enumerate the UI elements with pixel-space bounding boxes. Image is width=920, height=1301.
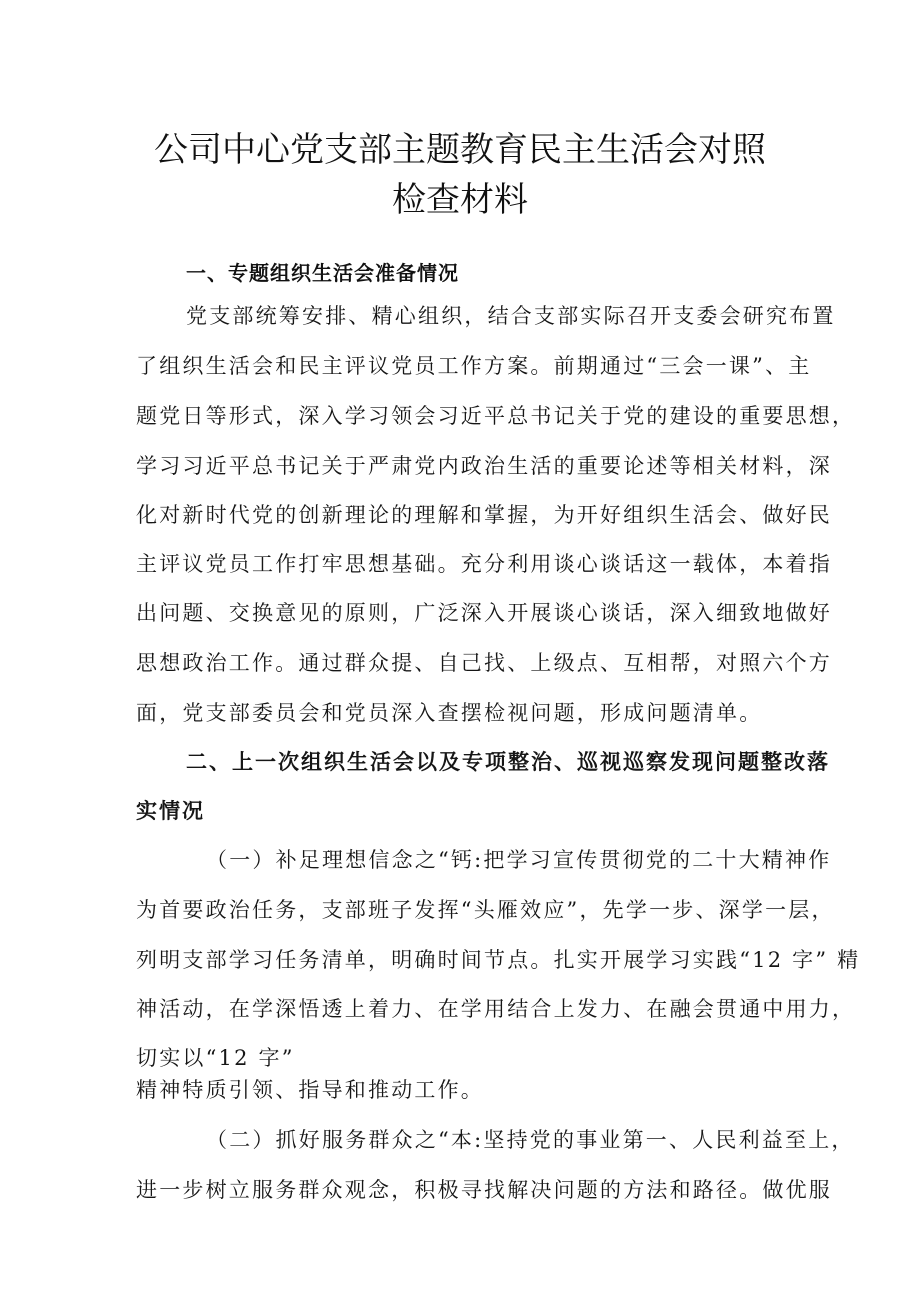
section-2-heading-line-1: 二、上一次组织生活会以及专项整治、巡视巡察发现问题整改落 — [186, 750, 830, 774]
section-1-paragraph-line: 主评议党员工作打牢思想基础。充分利用谈心谈话这一载体，本着指 — [136, 552, 832, 576]
section-2-heading-line-2: 实情况 — [136, 799, 205, 823]
document-title-line-1: 公司中心党支部主题教育民主生活会对照 — [154, 130, 766, 170]
section-1-paragraph-line: 题党日等形式，深入学习领会习近平总书记关于党的建设的重要思想， — [136, 404, 856, 428]
section-2-item-1-line: （一）补足理想信念之“钙:把学习宣传贯彻党的二十大精神作 — [206, 848, 832, 872]
section-2-item-1-line: 神活动，在学深悟透上着力、在学用结合上发力、在融会贯通中用力， — [136, 997, 856, 1021]
section-2-item-1-line: 精神特质引领、指导和推动工作。 — [136, 1078, 484, 1102]
section-1-heading: 一、专题组织生活会准备情况 — [186, 261, 459, 285]
section-1-paragraph-line: 党支部统筹安排、精心组织，结合支部实际召开支委会研究布置 — [186, 304, 836, 328]
section-1-paragraph-line: 化对新时代党的创新理论的理解和掌握，为开好组织生活会、做好民 — [136, 503, 832, 527]
section-2-item-1-line: 列明支部学习任务清单，明确时间节点。扎实开展学习实践“12 字” 精 — [136, 948, 861, 972]
document-title-line-2: 检查材料 — [392, 180, 528, 220]
section-2-item-2-line: 进一步树立服务群众观念，积极寻找解决问题的方法和路径。做优服 — [136, 1178, 832, 1202]
section-1-paragraph-line: 思想政治工作。通过群众提、自己找、上级点、互相帮，对照六个方 — [136, 651, 832, 675]
section-2-item-2-line: （二）抓好服务群众之“本:坚持党的事业第一、人民利益至上， — [206, 1128, 855, 1152]
section-1-paragraph-line: 学习习近平总书记关于严肃党内政治生活的重要论述等相关材料，深 — [136, 454, 832, 478]
section-1-paragraph-line: 出问题、交换意见的原则，广泛深入开展谈心谈话，深入细致地做好 — [136, 601, 832, 625]
section-1-paragraph-line: 面，党支部委员会和党员深入查摆检视问题，形成问题清单。 — [136, 701, 763, 725]
section-1-paragraph-line: 了组织生活会和民主评议党员工作方案。前期通过“三会一课”、主 — [136, 354, 812, 378]
section-2-item-1-line: 切实以“12 字” — [136, 1046, 295, 1070]
section-2-item-1-line: 为首要政治任务，支部班子发挥“头雁效应”，先学一步、深学一层， — [136, 898, 835, 922]
